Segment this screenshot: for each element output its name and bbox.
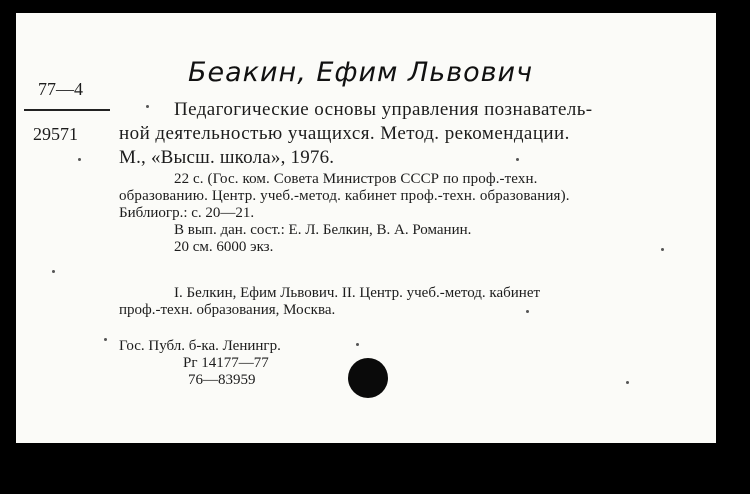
speck: [78, 158, 81, 161]
speck: [626, 381, 629, 384]
speck: [52, 270, 55, 273]
added-entries-line-2: проф.-техн. образования, Москва.: [119, 302, 336, 318]
speck: [104, 338, 107, 341]
collation-line-2: образованию. Центр. учеб.-метод. кабинет проф.-техн. образования).: [119, 188, 570, 204]
collation-line-5: 20 см. 6000 экз.: [174, 239, 274, 255]
holdings-line-2: Рг 14177—77: [183, 355, 269, 371]
holdings-line-1: Гос. Публ. б-ка. Ленингр.: [119, 338, 281, 354]
ink-blot: [348, 358, 388, 398]
speck: [356, 343, 359, 346]
speck: [516, 158, 519, 161]
collation-line-3: Библиогр.: с. 20—21.: [119, 205, 255, 221]
call-number-divider: [24, 109, 110, 111]
added-entries-line-1: I. Белкин, Ефим Львович. II. Центр. учеб.-метод. кабинет: [174, 285, 541, 301]
handwritten-author-heading: Беакин, Ефим Львович: [188, 57, 534, 88]
collation-line-1: 22 с. (Гос. ком. Совета Министров СССР по проф.-техн.: [174, 171, 538, 187]
speck: [661, 248, 664, 251]
call-number-top: 77—4: [38, 79, 83, 99]
holdings-line-3: 76—83959: [188, 372, 256, 388]
title-line-3: М., «Высш. школа», 1976.: [119, 147, 335, 168]
speck: [526, 310, 529, 313]
catalog-card: [16, 13, 716, 443]
speck: [146, 105, 149, 108]
title-line-1: Педагогические основы управления познаватель-: [174, 99, 593, 120]
title-line-2: ной деятельностью учащихся. Метод. рекомендации.: [119, 123, 570, 144]
collation-line-4: В вып. дан. сост.: Е. Л. Белкин, В. А. Романин.: [174, 222, 472, 238]
call-number-bottom: 29571: [33, 124, 78, 144]
